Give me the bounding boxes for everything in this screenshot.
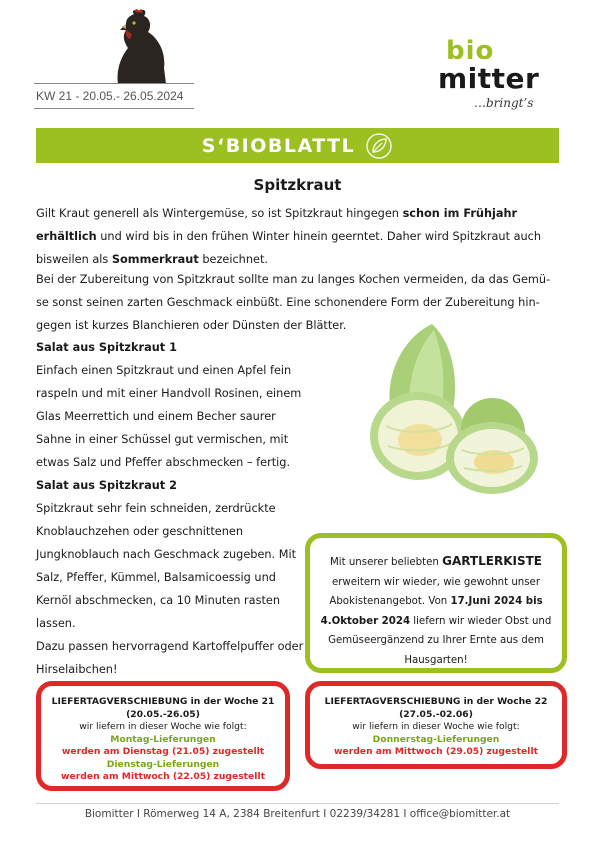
- notice-dates: (20.05.-26.05): [126, 708, 200, 720]
- leaf-icon: [365, 132, 393, 160]
- gartlerkiste-dates: 17.Juni 2024 bis 4.Oktober 2024: [320, 596, 543, 627]
- intro-text: bezeichnet.: [198, 253, 268, 266]
- notice-intro: wir liefern in dieser Woche wie folgt:: [79, 721, 247, 732]
- footer-contact: Biomitter I Römerweg 14 A, 2384 Breitenfurt I 02239/34281 I office@biomitter.at: [84, 808, 511, 820]
- notice-line: werden am Dienstag (21.05) zugestellt: [61, 746, 265, 757]
- logo-mitter: mitter: [438, 62, 540, 95]
- banner: [36, 128, 559, 163]
- article-title: Spitzkraut: [253, 176, 342, 194]
- spitzkraut-photo: [352, 318, 550, 498]
- notice-line: werden am Mittwoch (22.05) zugestellt: [61, 771, 265, 782]
- logo-tagline: …bringt’s: [474, 96, 534, 110]
- delivery-notice-week21: [36, 681, 290, 791]
- recipe1-title: Salat aus Spitzkraut 1: [36, 341, 177, 354]
- serving-suggestion: Dazu passen hervorragend Kartoffelpuffer oder Hirselaibchen!: [36, 640, 304, 676]
- notice-line: Dienstag-Lieferungen: [106, 758, 220, 770]
- biomitter-logo: [432, 36, 552, 116]
- delivery-notice-week22: [305, 681, 567, 769]
- notice-line: Donnerstag-Lieferungen: [372, 733, 500, 745]
- notice-intro: wir liefern in dieser Woche wie folgt:: [352, 721, 520, 732]
- banner-title: S‘BIOBLATTL: [201, 134, 356, 157]
- intro-text: Gilt Kraut generell als Wintergemüse, so ist Spitzkraut hingegen: [36, 207, 403, 220]
- gartlerkiste-box: [305, 533, 567, 673]
- footer-rule: [36, 803, 559, 804]
- logo-bio: bio: [446, 36, 495, 66]
- notice-dates: (27.05.-02.06): [399, 708, 473, 720]
- hen-illustration: [108, 8, 168, 84]
- intro-emphasis: schon im Frühjahr erhältlich: [36, 207, 518, 243]
- notice-line: werden am Mittwoch (29.05) zugestellt: [334, 746, 538, 757]
- notice-heading: LIEFERTAGVERSCHIEBUNG in der Woche 21: [51, 696, 275, 707]
- recipe2-text: Spitzkraut sehr fein schneiden, zerdrückte Knoblauchzehen oder geschnittenen Jungknoblauch nach Geschmack zugeben. Mit Salz, Pfeffer, Kümmel, Balsamicoessig und Kernöl abschmecken, ca 10 Minuten rasten lassen.: [36, 502, 297, 630]
- gartlerkiste-name: GARTLERKISTE: [442, 554, 542, 568]
- header-rule: [34, 83, 194, 84]
- recipe1-text: Einfach einen Spitzkraut und einen Apfel fein raspeln und mit einer Handvoll Rosinen, einem Glas Meerrettich und einem Becher saurer Sahne in einer Schüssel gut vermischen, mit etwas Salz und Pfeffer abschmecken – fertig.: [36, 364, 302, 469]
- recipe2-title: Salat aus Spitzkraut 2: [36, 479, 177, 492]
- header-rule: [34, 108, 194, 109]
- recipes-column: [36, 336, 308, 681]
- gartlerkiste-text: Mit unserer beliebten: [330, 557, 443, 568]
- week-label: KW 21 - 20.05.- 26.05.2024: [36, 89, 184, 103]
- notice-line: Montag-Lieferungen: [110, 733, 216, 745]
- prep-paragraph: Bei der Zubereitung von Spitzkraut sollte man zu langes Kochen vermeiden, da das Gemü- se sonst seinen zarten Geschmack einbüßt. Eine schonendere Form der Zubereitung hin- gegen ist kurzes Blanchieren oder Dünsten der Blätter.: [36, 273, 551, 332]
- notice-heading: LIEFERTAGVERSCHIEBUNG in der Woche 22: [324, 696, 548, 707]
- gartlerkiste-text: liefern wir wieder Obst und Gemüseergänzend zu Ihrer Ernte aus dem Hausgarten!: [328, 615, 552, 666]
- intro-text: und wird bis in den frühen Winter hinein geerntet. Daher wird Spitzkraut auch bisweilen als: [36, 230, 542, 266]
- intro-emphasis: Sommerkraut: [111, 253, 199, 266]
- intro-paragraph: [36, 202, 566, 271]
- gartlerkiste-text: erweitern wir wieder, wie gewohnt unser Abokistenangebot. Von: [329, 576, 541, 607]
